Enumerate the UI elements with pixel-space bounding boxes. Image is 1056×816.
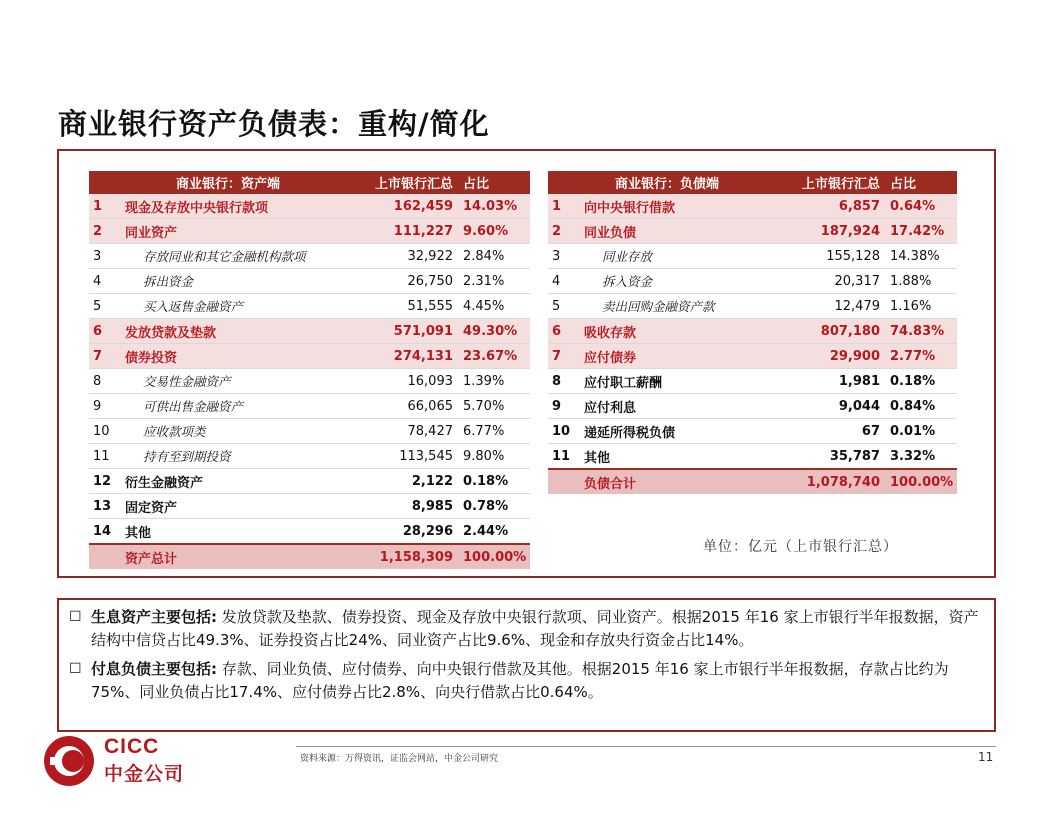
- row-value: 162,459: [367, 194, 457, 219]
- note-label: 生息资产主要包括:: [91, 608, 217, 626]
- row-index: 7: [89, 344, 121, 369]
- row-index: 5: [89, 294, 121, 319]
- row-value: 20,317: [786, 269, 884, 294]
- row-index: 2: [89, 219, 121, 244]
- row-name: 拆出资金: [121, 269, 367, 294]
- row-name: 同业存放: [580, 244, 786, 269]
- row-value: 571,091: [367, 319, 457, 344]
- liabilities-table: [548, 171, 957, 494]
- row-value: 8,985: [367, 494, 457, 519]
- liabilities-row: [548, 194, 957, 219]
- row-name: 现金及存放中央银行款项: [121, 194, 367, 219]
- row-name: 应收款项类: [121, 419, 367, 444]
- row-name: 交易性金融资产: [121, 369, 367, 394]
- assets-row: [89, 294, 530, 319]
- row-name: 衍生金融资产: [121, 469, 367, 494]
- row-name: 其他: [121, 519, 367, 545]
- row-value: 35,787: [786, 444, 884, 470]
- note-text: [91, 658, 984, 704]
- row-pct: 1.16%: [884, 294, 957, 319]
- row-value: 274,131: [367, 344, 457, 369]
- footer-divider: [296, 746, 996, 747]
- assets-row: [89, 219, 530, 244]
- note-text: [91, 606, 984, 652]
- row-index: 3: [89, 244, 121, 269]
- liabilities-header-name: 商业银行：负债端: [548, 171, 786, 194]
- row-name: 卖出回购金融资产款: [580, 294, 786, 319]
- row-pct: 49.30%: [457, 319, 530, 344]
- row-name: 发放贷款及垫款: [121, 319, 367, 344]
- row-pct: 9.80%: [457, 444, 530, 469]
- row-pct: 0.18%: [457, 469, 530, 494]
- note-interest-liabilities: [69, 658, 984, 704]
- row-pct: 0.64%: [884, 194, 957, 219]
- liabilities-header-pct: 占比: [884, 171, 957, 194]
- row-value: 12,479: [786, 294, 884, 319]
- row-index: [548, 469, 580, 494]
- row-value: 67: [786, 419, 884, 444]
- row-name: 同业资产: [121, 219, 367, 244]
- assets-row: [89, 444, 530, 469]
- row-index: 6: [89, 319, 121, 344]
- row-pct: 0.01%: [884, 419, 957, 444]
- row-index: 8: [89, 369, 121, 394]
- row-pct: 0.78%: [457, 494, 530, 519]
- row-pct: 14.38%: [884, 244, 957, 269]
- page-title: 商业银行资产负债表：重构/简化: [58, 107, 490, 141]
- row-name: 应付利息: [580, 394, 786, 419]
- row-value: 16,093: [367, 369, 457, 394]
- row-index: [89, 544, 121, 569]
- row-index: 5: [548, 294, 580, 319]
- row-pct: 2.84%: [457, 244, 530, 269]
- row-pct: 2.31%: [457, 269, 530, 294]
- assets-row: [89, 194, 530, 219]
- unit-note: 单位：亿元（上市银行汇总）: [703, 539, 898, 555]
- row-pct: 6.77%: [457, 419, 530, 444]
- row-name: 买入返售金融资产: [121, 294, 367, 319]
- assets-row: [89, 269, 530, 294]
- row-value: 32,922: [367, 244, 457, 269]
- row-value: 807,180: [786, 319, 884, 344]
- row-index: 1: [89, 194, 121, 219]
- liabilities-row: [548, 344, 957, 369]
- liabilities-row: [548, 419, 957, 444]
- assets-row: [89, 469, 530, 494]
- row-name: 存放同业和其它金融机构款项: [121, 244, 367, 269]
- liabilities-row: [548, 244, 957, 269]
- row-value: 1,981: [786, 369, 884, 394]
- row-name: 固定资产: [121, 494, 367, 519]
- liabilities-header-row: [548, 171, 957, 194]
- liabilities-row: [548, 219, 957, 244]
- assets-header-row: [89, 171, 530, 194]
- assets-table: [89, 171, 530, 569]
- row-value: 113,545: [367, 444, 457, 469]
- row-index: 10: [89, 419, 121, 444]
- assets-row: [89, 369, 530, 394]
- row-index: 13: [89, 494, 121, 519]
- assets-header-name: 商业银行：资产端: [89, 171, 367, 194]
- row-pct: 0.18%: [884, 369, 957, 394]
- logo-text-company: 中金公司: [104, 763, 185, 785]
- assets-total-row: [89, 544, 530, 569]
- page-number: 11: [978, 750, 994, 764]
- row-value: 28,296: [367, 519, 457, 545]
- row-index: 1: [548, 194, 580, 219]
- row-value: 51,555: [367, 294, 457, 319]
- row-index: 3: [548, 244, 580, 269]
- row-index: 11: [548, 444, 580, 470]
- row-index: 4: [89, 269, 121, 294]
- row-index: 11: [89, 444, 121, 469]
- total-pct: 100.00%: [457, 544, 530, 569]
- row-value: 26,750: [367, 269, 457, 294]
- liabilities-row: [548, 269, 957, 294]
- row-pct: 3.32%: [884, 444, 957, 470]
- assets-row: [89, 344, 530, 369]
- row-value: 29,900: [786, 344, 884, 369]
- assets-header-value: 上市银行汇总: [367, 171, 457, 194]
- row-name: 应付职工薪酬: [580, 369, 786, 394]
- row-index: 14: [89, 519, 121, 545]
- row-value: 9,044: [786, 394, 884, 419]
- row-index: 2: [548, 219, 580, 244]
- assets-row: [89, 519, 530, 545]
- row-value: 111,227: [367, 219, 457, 244]
- assets-row: [89, 319, 530, 344]
- liabilities-total-row: [548, 469, 957, 494]
- row-value: 66,065: [367, 394, 457, 419]
- liabilities-header-value: 上市银行汇总: [786, 171, 884, 194]
- note-body: 发放贷款及垫款、债券投资、现金及存放中央银行款项、同业资产。根据2015 年16 家上市银行半年报数据，资产结构中信贷占比49.3%、证券投资占比24%、同业资产占比9.6%、现金和存放央行资金占比14%。: [91, 608, 979, 649]
- row-pct: 5.70%: [457, 394, 530, 419]
- liabilities-row: [548, 394, 957, 419]
- row-index: 7: [548, 344, 580, 369]
- row-name: 应付债券: [580, 344, 786, 369]
- row-pct: 4.45%: [457, 294, 530, 319]
- row-pct: 74.83%: [884, 319, 957, 344]
- row-value: 155,128: [786, 244, 884, 269]
- notes-box: [57, 598, 996, 732]
- row-value: 187,924: [786, 219, 884, 244]
- liabilities-row: [548, 444, 957, 470]
- note-body: 存款、同业负债、应付债券、向中央银行借款及其他。根据2015 年16 家上市银行半年报数据，存款占比约为75%、同业负债占比17.4%、应付债券占比2.8%、向央行借款占比0.64%。: [91, 660, 949, 701]
- liabilities-row: [548, 369, 957, 394]
- assets-row: [89, 419, 530, 444]
- row-name: 债券投资: [121, 344, 367, 369]
- row-name: 同业负债: [580, 219, 786, 244]
- source-note: 资料来源：万得资讯，证监会网站，中金公司研究: [300, 754, 499, 764]
- row-index: 6: [548, 319, 580, 344]
- note-label: 付息负债主要包括:: [91, 660, 217, 678]
- logo-text-cicc: CICC: [104, 735, 160, 758]
- row-value: 6,857: [786, 194, 884, 219]
- row-pct: 14.03%: [457, 194, 530, 219]
- row-index: 4: [548, 269, 580, 294]
- checkbox-bullet-icon: ☐: [69, 609, 82, 625]
- assets-row: [89, 494, 530, 519]
- assets-row: [89, 394, 530, 419]
- row-pct: 2.77%: [884, 344, 957, 369]
- row-index: 9: [89, 394, 121, 419]
- row-value: 78,427: [367, 419, 457, 444]
- total-pct: 100.00%: [884, 469, 957, 494]
- row-pct: 0.84%: [884, 394, 957, 419]
- total-value: 1,158,309: [367, 544, 457, 569]
- total-name: 资产总计: [121, 544, 367, 569]
- note-interest-assets: [69, 606, 984, 652]
- row-index: 8: [548, 369, 580, 394]
- assets-row: [89, 244, 530, 269]
- row-pct: 2.44%: [457, 519, 530, 545]
- row-name: 拆入资金: [580, 269, 786, 294]
- row-pct: 1.39%: [457, 369, 530, 394]
- row-index: 10: [548, 419, 580, 444]
- liabilities-row: [548, 294, 957, 319]
- row-pct: 23.67%: [457, 344, 530, 369]
- row-pct: 9.60%: [457, 219, 530, 244]
- row-name: 向中央银行借款: [580, 194, 786, 219]
- liabilities-row: [548, 319, 957, 344]
- total-name: 负债合计: [580, 469, 786, 494]
- row-index: 9: [548, 394, 580, 419]
- assets-header-pct: 占比: [457, 171, 530, 194]
- row-name: 持有至到期投资: [121, 444, 367, 469]
- row-index: 12: [89, 469, 121, 494]
- row-name: 其他: [580, 444, 786, 470]
- row-name: 吸收存款: [580, 319, 786, 344]
- row-name: 递延所得税负债: [580, 419, 786, 444]
- row-name: 可供出售金融资产: [121, 394, 367, 419]
- total-value: 1,078,740: [786, 469, 884, 494]
- row-value: 2,122: [367, 469, 457, 494]
- row-pct: 17.42%: [884, 219, 957, 244]
- checkbox-bullet-icon: ☐: [69, 661, 82, 677]
- row-pct: 1.88%: [884, 269, 957, 294]
